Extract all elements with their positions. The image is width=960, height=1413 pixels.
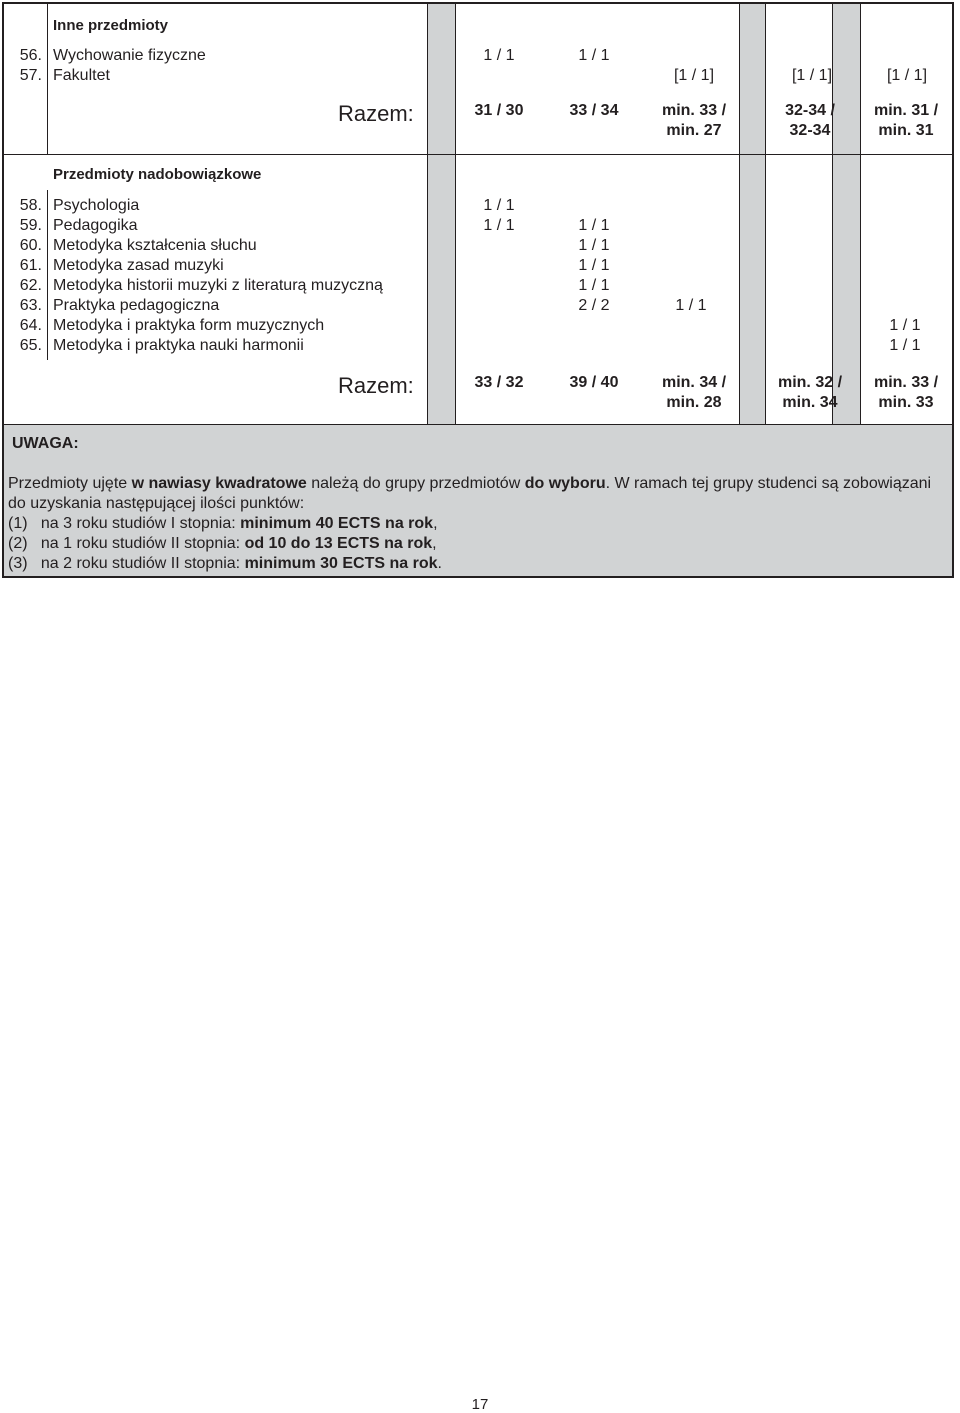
note-text: Przedmioty ujęte	[8, 475, 132, 492]
subject-name: Wychowanie fizyczne	[53, 47, 206, 64]
note-text: (2) na 1 roku studiów II stopnia:	[8, 535, 245, 552]
subject-name: Metodyka historii muzyki z literaturą muzyczną	[53, 277, 383, 294]
row-number: 58.	[19, 197, 42, 214]
razem-value: 32-34 /	[785, 102, 835, 119]
page-number: 17	[471, 1396, 489, 1413]
subject-name: Pedagogika	[53, 217, 138, 234]
row-number: 61.	[19, 257, 42, 274]
razem-value: min. 31 /	[873, 102, 939, 119]
razem-label: Razem:	[338, 101, 414, 126]
note-title: UWAGA:	[12, 435, 79, 452]
razem-value: min. 33 /	[661, 102, 727, 119]
razem-value: 33 / 34	[569, 102, 619, 119]
razem-value: min. 34 /	[661, 374, 727, 391]
section-header: Inne przedmioty	[53, 17, 169, 34]
razem-value: min. 33	[878, 394, 934, 411]
shaded-column-1	[427, 4, 455, 424]
razem-label: Razem:	[338, 373, 414, 398]
cell-value: 1 / 1	[483, 47, 515, 64]
subject-name: Fakultet	[53, 67, 110, 84]
note-text: . W ramach tej grupy studenci są zobowiązani do uzyskania następującej ilości punktów:	[8, 475, 932, 512]
cell-value: 1 / 1	[889, 317, 921, 334]
note-text: (3) na 2 roku studiów II stopnia:	[8, 555, 245, 572]
shaded-column-2	[739, 4, 765, 424]
note-emphasis: do wyboru	[524, 475, 606, 492]
note-body	[8, 474, 938, 574]
note-list-item: (2) na 1 roku studiów II stopnia: od 10 do 13 ECTS na rok,	[8, 535, 437, 552]
row-number: 60.	[19, 237, 42, 254]
razem-value: 33 / 32	[474, 374, 524, 391]
razem-value: min. 33 /	[873, 374, 939, 391]
razem-value: 39 / 40	[569, 374, 619, 391]
row-number: 62.	[19, 277, 42, 294]
note-list-item: (1) na 3 roku studiów I stopnia: minimum 40 ECTS na rok,	[8, 515, 438, 532]
row-number: 63.	[19, 297, 42, 314]
cell-value: 2 / 2	[578, 297, 610, 314]
note-text: należą do grupy przedmiotów	[306, 475, 525, 492]
subject-name: Metodyka i praktyka form muzycznych	[53, 317, 325, 334]
note-emphasis: od 10 do 13 ECTS na rok	[244, 535, 433, 552]
subject-name: Metodyka i praktyka nauki harmonii	[53, 337, 304, 354]
subject-name: Praktyka pedagogiczna	[53, 297, 220, 314]
razem-value: min. 31	[878, 122, 934, 139]
note-paragraph	[8, 474, 938, 514]
note-emphasis: minimum 40 ECTS na rok	[240, 515, 434, 532]
cell-value: 1 / 1	[578, 237, 610, 254]
cell-value: 1 / 1	[578, 47, 610, 64]
cell-value: 1 / 1	[578, 277, 610, 294]
note-emphasis: w nawiasy kwadratowe	[131, 475, 307, 492]
subject-name: Metodyka kształcenia słuchu	[53, 237, 257, 254]
razem-value: min. 34	[782, 394, 838, 411]
row-number: 59.	[19, 217, 42, 234]
cell-value: 1 / 1	[578, 217, 610, 234]
razem-value: 32-34	[789, 122, 831, 139]
razem-value: min. 32 /	[777, 374, 843, 391]
section-header: Przedmioty nadobowiązkowe	[53, 166, 262, 183]
cell-value: [1 / 1]	[673, 67, 715, 84]
cell-value: [1 / 1]	[886, 67, 928, 84]
cell-value: 1 / 1	[675, 297, 707, 314]
cell-value: [1 / 1]	[791, 67, 833, 84]
row-number: 56.	[19, 47, 42, 64]
note-list-item: (3) na 2 roku studiów II stopnia: minimum 30 ECTS na rok.	[8, 555, 442, 572]
subject-name: Metodyka zasad muzyki	[53, 257, 224, 274]
subject-name: Psychologia	[53, 197, 140, 214]
note-text: (1) na 3 roku studiów I stopnia:	[8, 515, 241, 532]
note-emphasis: minimum 30 ECTS na rok	[244, 555, 438, 572]
cell-value: 1 / 1	[483, 197, 515, 214]
row-number: 65.	[19, 337, 42, 354]
row-number: 57.	[19, 67, 42, 84]
cell-value: 1 / 1	[578, 257, 610, 274]
razem-value: min. 27	[666, 122, 722, 139]
cell-value: 1 / 1	[889, 337, 921, 354]
razem-value: min. 28	[666, 394, 722, 411]
cell-value: 1 / 1	[483, 217, 515, 234]
razem-value: 31 / 30	[474, 102, 524, 119]
row-number: 64.	[19, 317, 42, 334]
